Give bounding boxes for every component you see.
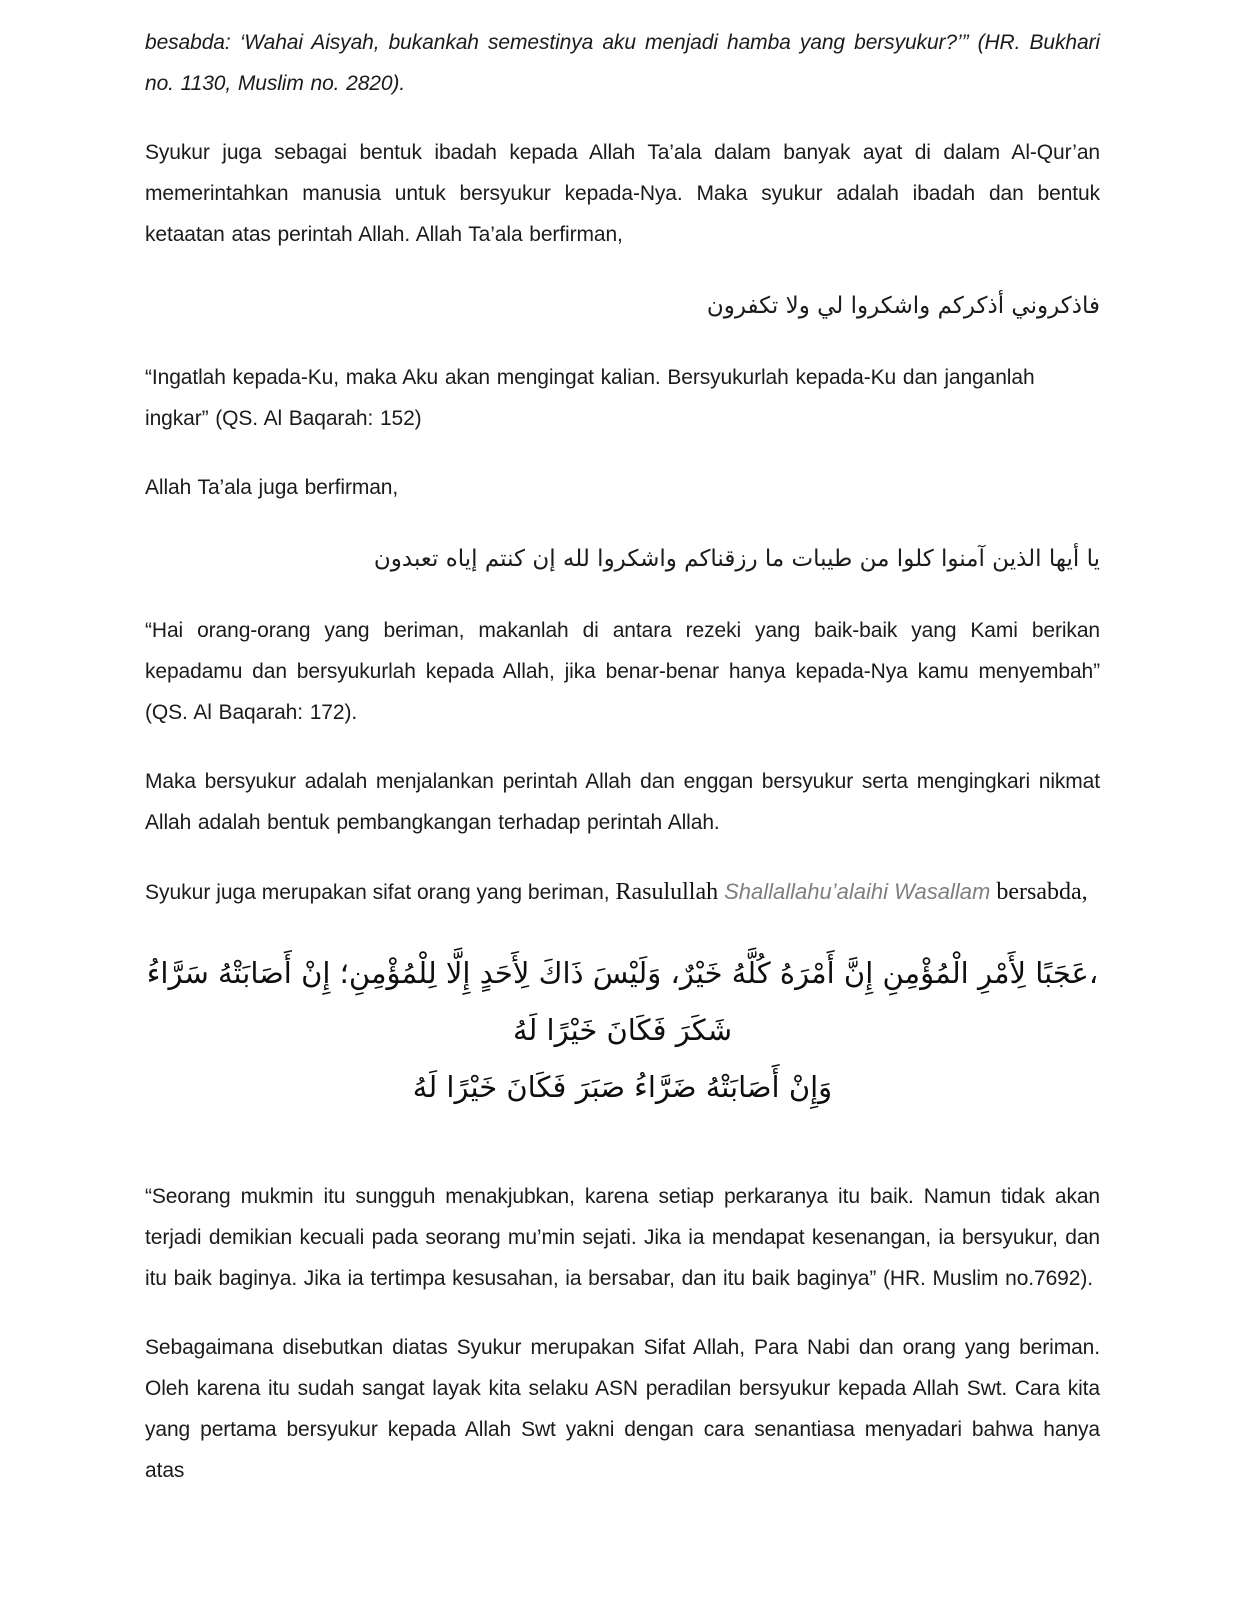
text-run-rasulullah: Rasulullah (615, 879, 725, 905)
text-run-sifat-lead: Syukur juga merupakan sifat orang yang beriman, (145, 881, 616, 904)
text-run-salawat: Shallallahu’alaihi Wasallam (724, 879, 997, 904)
paragraph-maka-bersyukur: Maka bersyukur adalah menjalankan perintah Allah dan enggan bersyukur serta mengingkari nikmat Allah adalah bentuk pembangkangan terhadap perintah Allah. (145, 770, 1100, 834)
arabic-hadith-block (145, 945, 1100, 1116)
paragraph-translation-al-baqarah-172: “Hai orang-orang yang beriman, makanlah di antara rezeki yang baik-baik yang Kami berikan kepadamu dan bersyukurlah kepada Allah, jika benar-benar hanya kepada-Nya kamu menyembah” (QS. Al Baqarah: 172). (145, 619, 1100, 724)
paragraph-translation-hadith-muslim: “Seorang mukmin itu sungguh menakjubkan, karena setiap perkaranya itu baik. Namun tidak akan terjadi demikian kecuali pada seorang mu’min sejati. Jika ia mendapat kesenangan, ia bersyukur, dan itu baik baginya. Jika ia tertimpa kesusahan, ia bersabar, dan itu baik baginya” (HR. Muslim no.7692). (145, 1185, 1100, 1290)
paragraph-translation-al-baqarah-152: “Ingatlah kepada-Ku, maka Aku akan mengingat kalian. Bersyukurlah kepada-Ku dan janganlah ingkar” (QS. Al Baqarah: 152) (145, 366, 1035, 430)
arabic-verse-al-baqarah-152: فاذكروني أذكركم واشكروا لي ولا تكفرون (706, 293, 1100, 319)
paragraph-syukur-ibadah: Syukur juga sebagai bentuk ibadah kepada Allah Ta’ala dalam banyak ayat di dalam Al-Qur’an memerintahkan manusia untuk bersyukur kepada-Nya. Maka syukur adalah ibadah dan bentuk ketaatan atas perintah Allah. Allah Ta’ala berfirman, (145, 141, 1100, 246)
paragraph-allah-berfirman-lead: Allah Ta’ala juga berfirman, (145, 476, 399, 499)
paragraph-sifat-orang-beriman (145, 871, 1100, 913)
arabic-hadith-line-1: ،عَجَبًا لِأَمْرِ الْمُؤْمِنِ إِنَّ أَمْرَهُ كُلَّهُ خَيْرٌ، وَلَيْسَ ذَاكَ لِأَحَدٍ إِلَّا لِلْمُؤْمِنِ؛ إِنْ أَصَابَتْهُ سَرَّاءُ شَكَرَ فَكَانَ خَيْرًا لَهُ (146, 956, 1099, 1047)
arabic-verse-al-baqarah-172: يا أيها الذين آمنوا كلوا من طيبات ما رزقناكم واشكروا لله إن كنتم إياه تعبدون (373, 546, 1100, 572)
paragraph-sebagaimana-disebutkan: Sebagaimana disebutkan diatas Syukur merupakan Sifat Allah, Para Nabi dan orang yang beriman. Oleh karena itu sudah sangat layak kita selaku ASN peradilan bersyukur kepada Allah Swt. Cara kita yang pertama bersyukur kepada Allah Swt yakni dengan cara senantiasa menyadari bahwa hanya atas (145, 1336, 1100, 1482)
arabic-hadith-line-2: وَإِنْ أَصَابَتْهُ ضَرَّاءُ صَبَرَ فَكَانَ خَيْرًا لَهُ (412, 1070, 833, 1104)
text-run-bersabda: bersabda, (996, 879, 1088, 905)
paragraph-bukhari-muslim-reference: besabda: ‘Wahai Aisyah, bukankah semestinya aku menjadi hamba yang bersyukur?’” (HR. Bukhari no. 1130, Muslim no. 2820). (145, 31, 1100, 95)
